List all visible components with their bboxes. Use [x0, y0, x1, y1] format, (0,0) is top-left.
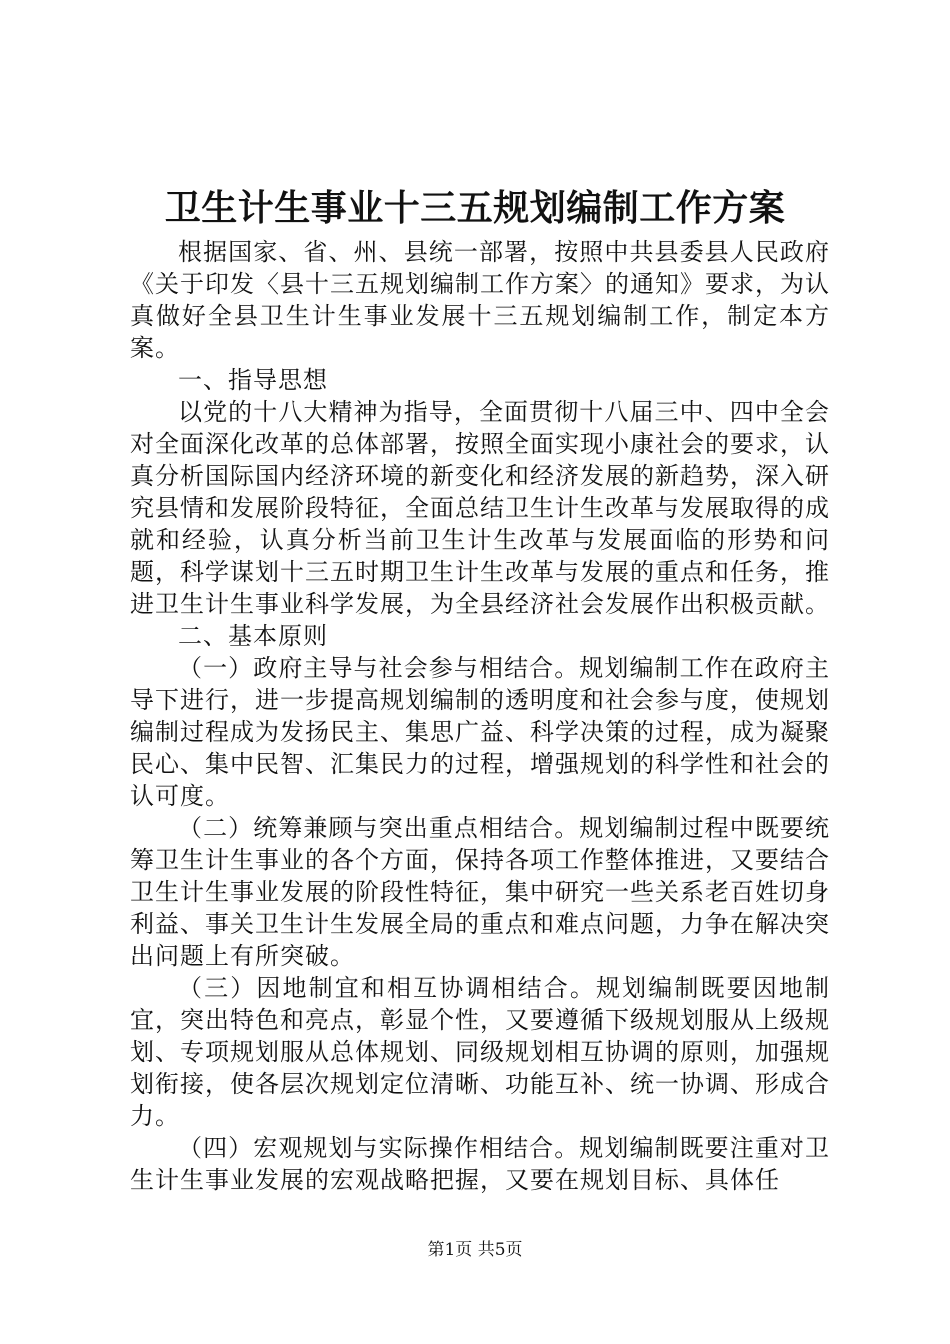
- document-title: 卫生计生事业十三五规划编制工作方案: [164, 187, 786, 229]
- document-body: [130, 236, 830, 1196]
- intro-paragraph: 根据国家、省、州、县统一部署，按照中共县委县人民政府《关于印发〈县十三五规划编制工作方案〉的通知》要求，为认真做好全县卫生计生事业发展十三五规划编制工作，制定本方案。: [130, 238, 830, 362]
- principle-paragraph-2: （二）统筹兼顾与突出重点相结合。规划编制过程中既要统筹卫生计生事业的各个方面，保持各项工作整体推进，又要结合卫生计生事业发展的阶段性特征，集中研究一些关系老百姓切身利益、事关卫生计生发展全局的重点和难点问题，力争在解决突出问题上有所突破。: [130, 814, 830, 970]
- principle-paragraph-1: （一）政府主导与社会参与相结合。规划编制工作在政府主导下进行，进一步提高规划编制的透明度和社会参与度，使规划编制过程成为发扬民主、集思广益、科学决策的过程，成为凝聚民心、集中民智、汇集民力的过程，增强规划的科学性和社会的认可度。: [130, 654, 830, 810]
- principle-paragraph-4: （四）宏观规划与实际操作相结合。规划编制既要注重对卫生计生事业发展的宏观战略把握，又要在规划目标、具体任: [130, 1134, 830, 1194]
- page-number-footer: 第1页 共5页: [427, 1240, 523, 1260]
- guiding-thought-paragraph: 以党的十八大精神为指导，全面贯彻十八届三中、四中全会对全面深化改革的总体部署，按照全面实现小康社会的要求，认真分析国际国内经济环境的新变化和经济发展的新趋势，深入研究县情和发展阶段特征，全面总结卫生计生改革与发展取得的成就和经验，认真分析当前卫生计生改革与发展面临的形势和问题，科学谋划十三五时期卫生计生改革与发展的重点和任务，推进卫生计生事业科学发展，为全县经济社会发展作出积极贡献。: [130, 398, 830, 618]
- section-heading-basic-principles: 二、基本原则: [178, 622, 328, 650]
- section-heading-guiding-thought: 一、指导思想: [178, 366, 328, 394]
- principle-paragraph-3: （三）因地制宜和相互协调相结合。规划编制既要因地制宜，突出特色和亮点，彰显个性，又要遵循下级规划服从上级规划、专项规划服从总体规划、同级规划相互协调的原则，加强规划衔接，使各层次规划定位清晰、功能互补、统一协调、形成合力。: [130, 974, 830, 1130]
